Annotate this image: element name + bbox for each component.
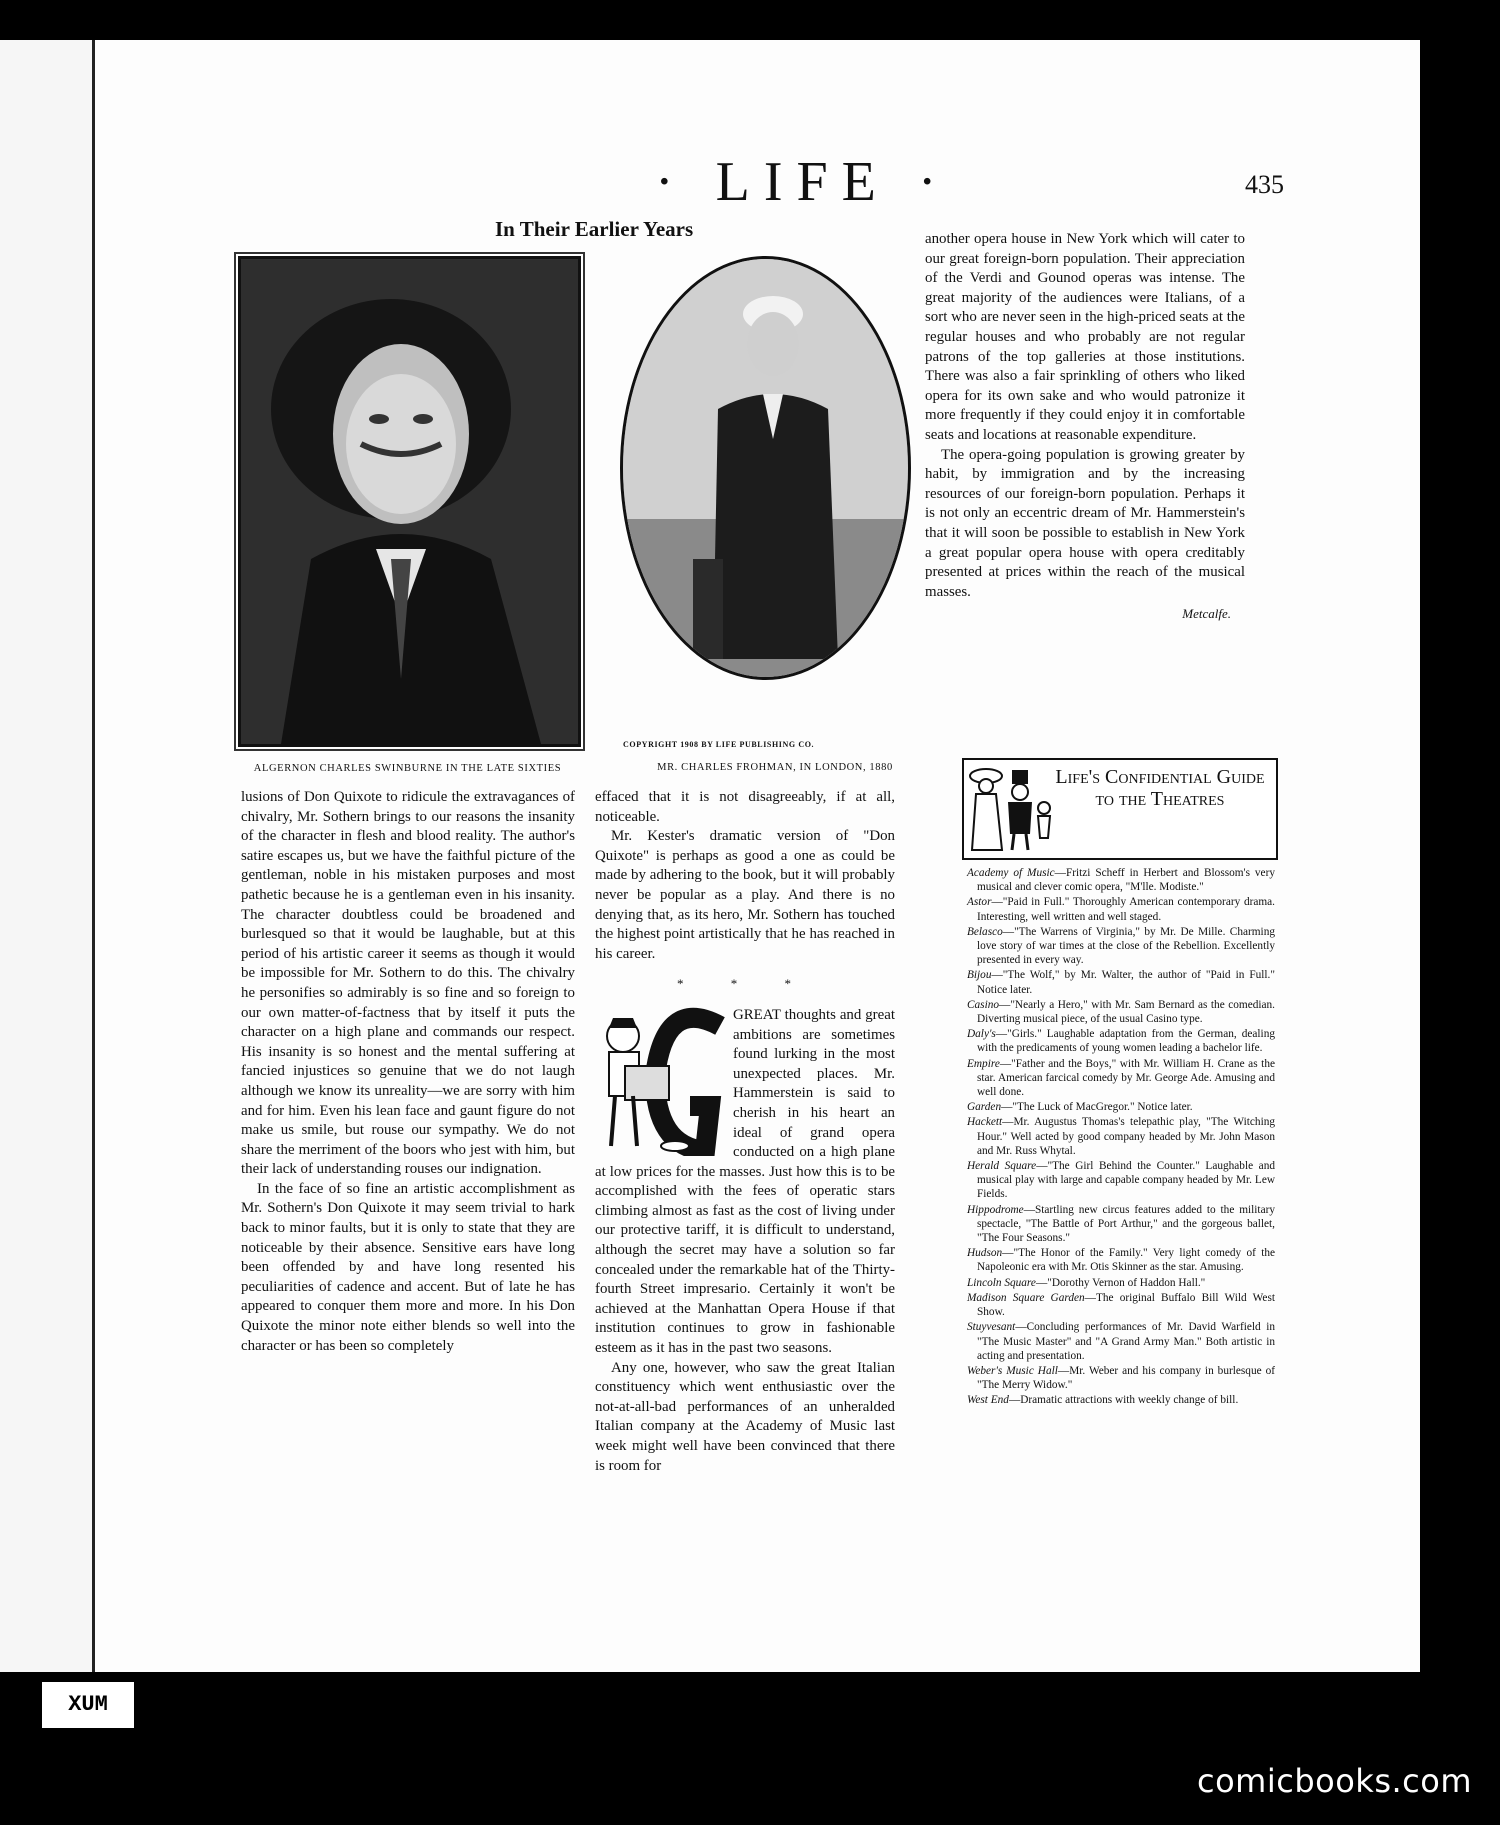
theatre-name: Bijou xyxy=(967,969,992,982)
paragraph: GREAT thoughts and great ambitions are sometimes found lurking in the most unexpected places. Mr. Hammerstein is said to cherish in his heart an ideal of grand opera conducted on a high plane at low prices for the masses. Just how this is to be accomplished with the fees of operatic stars climbing almost as fast as the cost of living under our protective tariff, it is difficult to understand, although the secret may have a solution so far concealed under the remarkable hat of the Thirty-fourth Street impresario. Certainly it won't be achieved at the Manhattan Opera House if that institution continues to grow in fashionable esteem as it has in the past two seasons. xyxy=(595,1006,895,1357)
masthead: · LIFE · xyxy=(655,151,951,213)
theatre-guide-entry xyxy=(967,1057,1275,1100)
theatre-guide-entry xyxy=(967,1291,1275,1319)
previous-page-edge xyxy=(0,40,95,1672)
column-3 xyxy=(925,230,1245,624)
theatre-description: —"The Wolf," by Mr. Walter, the author of "Paid in Full." Notice later. xyxy=(977,969,1275,996)
theatre-description: —Mr. Weber and his company in burlesque of "The Merry Widow." xyxy=(977,1364,1275,1392)
theatre-name: Hippodrome xyxy=(967,1203,1024,1216)
paragraph: another opera house in New York which will cater to our great foreign-born population. Their appreciation of the Verdi and Gounod operas was intense. The great majority of the audiences were Italians, of a sort who are never seen in the high-priced seats at the regular houses and who probably are not regular patrons of the top galleries at those institutions. There was also a fair sprinkling of others who liked opera for its own sake and who would patronize it more frequently if they could enjoy it in comfortable seats and locations at reasonable expenditure. xyxy=(925,231,1245,443)
paragraph: In the face of so fine an artistic accomplishment as Mr. Sothern's Don Quixote it may seem trivial to hark back to minor faults, but it is only to state that they are noticeable by their absence. Sensitive ears have long been offended by and have long resented his peculiarities of cadence and accent. But of late he has appeared to conquer them more and more. In his Don Quixote the minor note either blends so well into the character or has been so completely xyxy=(241,1180,575,1354)
theatre-description: —Mr. Augustus Thomas's telepathic play, "The Witching Hour." Well acted by good company headed by Mr. John Mason and Mr. Russ Whytal. xyxy=(977,1116,1275,1157)
theatre-description: —"Girls." Laughable adaptation from the German, dealing with the predicaments of young women leading a bachelor life. xyxy=(977,1028,1275,1055)
theatre-guide-entry xyxy=(967,866,1275,894)
magazine-page xyxy=(95,40,1420,1672)
theatre-guide-list xyxy=(967,866,1275,1409)
paragraph: Mr. Kester's dramatic version of "Don Quixote" is perhaps as good a one as could be made by adhering to the book, but it will probably never be popular as a play. And there is no denying that, as its hero, Mr. Sothern has touched the highest point artistically that he has reached in his career. xyxy=(595,828,895,962)
theatre-name: Astor xyxy=(967,896,992,909)
theatre-description: —"The Girl Behind the Counter." Laughable and musical play with large and capable company headed by Mr. Lew Fields. xyxy=(977,1160,1275,1201)
theatre-name: Stuyvesant xyxy=(967,1321,1016,1334)
theatre-guide-entry xyxy=(967,1100,1275,1114)
theatre-name: Weber's Music Hall xyxy=(967,1364,1058,1377)
theatre-description: —"Paid in Full." Thoroughly American contemporary drama. Interesting, well written and well staged. xyxy=(977,896,1275,923)
frohman-caption: MR. CHARLES FROHMAN, IN LONDON, 1880 xyxy=(657,762,893,773)
swinburne-portrait xyxy=(241,259,578,744)
theatre-name: Hudson xyxy=(967,1247,1003,1260)
copyright-caption: COPYRIGHT 1908 BY LIFE PUBLISHING CO. xyxy=(623,740,815,749)
frohman-photograph xyxy=(620,256,911,680)
theatre-description: —Fritzi Scheff in Herbert and Blossom's very musical and clever comic opera, "M'lle. Modiste." xyxy=(977,867,1275,894)
theatre-name: Academy of Music xyxy=(967,867,1055,879)
organ-grinder-drop-cap-icon xyxy=(595,1006,727,1156)
theatre-description: —"The Luck of MacGregor." Notice later. xyxy=(1001,1101,1193,1114)
theatre-description: —"Nearly a Hero," with Mr. Sam Bernard as the comedian. Diverting musical piece, of the usual Casino type. xyxy=(977,998,1275,1026)
theatre-guide-entry xyxy=(967,1320,1275,1363)
theatre-description: —Dramatic attractions with weekly change of bill. xyxy=(1008,1394,1239,1407)
theatregoers-illustration-icon xyxy=(968,764,1054,852)
watermark: comicbooks.com xyxy=(1196,1762,1472,1800)
theatre-name: Belasco xyxy=(967,925,1003,938)
theatre-name: Lincoln Square xyxy=(967,1276,1036,1289)
theatre-guide-entry xyxy=(967,998,1275,1026)
swinburne-caption: ALGERNON CHARLES SWINBURNE IN THE LATE SIXTIES xyxy=(253,763,562,774)
theatre-guide-banner xyxy=(962,758,1278,860)
swinburne-photograph xyxy=(238,256,581,747)
theatre-guide-entry xyxy=(967,968,1275,996)
frohman-portrait xyxy=(623,259,908,677)
theatre-guide-entry xyxy=(967,1115,1275,1158)
theatre-guide-entry xyxy=(967,1276,1275,1290)
column-1 xyxy=(241,788,575,1356)
theatre-name: Casino xyxy=(967,998,1000,1011)
scan-label: XUM xyxy=(40,1680,136,1730)
theatre-name: Herald Square xyxy=(967,1160,1037,1173)
theatre-guide-entry xyxy=(967,1203,1275,1246)
author-signature: Metcalfe. xyxy=(1182,606,1231,622)
feature-title: In Their Earlier Years xyxy=(495,217,694,241)
theatre-guide-entry xyxy=(967,1246,1275,1274)
theatre-guide-title: Life's Confidential Guide to the Theatres xyxy=(1055,766,1265,810)
theatre-description: —"The Honor of the Family." Very light comedy of the Napoleonic era with Mr. Otis Skinner as the star. Amusing. xyxy=(977,1247,1275,1274)
theatre-guide-entry xyxy=(967,1393,1275,1407)
theatre-name: West End xyxy=(967,1394,1009,1407)
drop-cap-section xyxy=(595,1006,895,1359)
section-divider: * * * xyxy=(677,976,813,992)
theatre-description: —Startling new circus features added to the military spectacle, "The Battle of Port Arthur," and the gorgeous ballet, "The Four Seasons." xyxy=(977,1203,1275,1245)
theatre-description: —The original Buffalo Bill Wild West Show. xyxy=(977,1291,1275,1319)
theatre-guide-entry xyxy=(967,925,1275,968)
column-2 xyxy=(595,788,895,1476)
theatre-name: Garden xyxy=(967,1101,1002,1114)
paragraph: Any one, however, who saw the great Italian constituency which went enthusiastic over the not-at-all-bad performances of an unheralded Italian company at the Academy of Music last week might well have been convinced that there is room for xyxy=(595,1359,895,1474)
paragraph: lusions of Don Quixote to ridicule the extravagances of chivalry, Mr. Sothern brings to our reasons the insanity of the character in flesh and blood reality. The author's satire escapes us, but we have the faithful picture of the gentleman, noble in his mistaken purposes and most pathetic because he is a gentleman even in his insanity. The character doubtless could be broadened and burlesqued so that it would be laughable, but at this period of his artistic career it seems as though it would be impossible for Mr. Sothern to do this. The chivalry he personifies so admirably is so fine and so foreign to our own matter-of-factness that by itself it puts the character on a high plane and commands our respect. His insanity is so honest and the mental suffering at fancied injustices so genuine that we do not laugh although we know its unreality—we are sorry with him and for him. Even his lean face and gaunt figure do not make us smile, but rouse our sympathy. We do not share the merriment of the boors who jest with him, but their lack of understanding rouses our indignation. xyxy=(241,789,575,1178)
theatre-name: Madison Square Garden xyxy=(967,1291,1085,1304)
paragraph: effaced that it is not disagreeably, if at all, noticeable. xyxy=(595,789,895,825)
theatre-name: Empire xyxy=(967,1057,1000,1070)
theatre-name: Hackett xyxy=(967,1116,1003,1129)
theatre-guide-entry xyxy=(967,1364,1275,1392)
theatre-guide-entry xyxy=(967,1159,1275,1202)
theatre-description: —Concluding performances of Mr. David Warfield in "The Music Master" and "A Grand Army Man." Both artistic in acting and presentation. xyxy=(977,1321,1275,1362)
theatre-name: Daly's xyxy=(967,1028,996,1041)
theatre-description: —"Dorothy Vernon of Haddon Hall." xyxy=(1035,1276,1206,1289)
paragraph: The opera-going population is growing greater by habit, by immigration and by the increasing resources of our foreign-born population. Perhaps it is not only an eccentric dream of Mr. Hammerstein's that it will soon be possible to establish in New York a great popular opera house with opera creditably presented at prices within the reach of the musical masses. xyxy=(925,446,1245,600)
theatre-description: —"The Warrens of Virginia," by Mr. De Mille. Charming love story of war times at the close of the Rebellion. Excellently presented in every way. xyxy=(977,925,1275,967)
theatre-guide-entry xyxy=(967,895,1275,923)
page-number: 435 xyxy=(1245,170,1284,199)
theatre-guide-entry xyxy=(967,1027,1275,1055)
theatre-description: —"Father and the Boys," with Mr. William H. Crane as the star. American farcical comedy by Mr. George Ade. Amusing and well done. xyxy=(977,1057,1275,1099)
drop-cap-illustration xyxy=(595,1006,727,1156)
